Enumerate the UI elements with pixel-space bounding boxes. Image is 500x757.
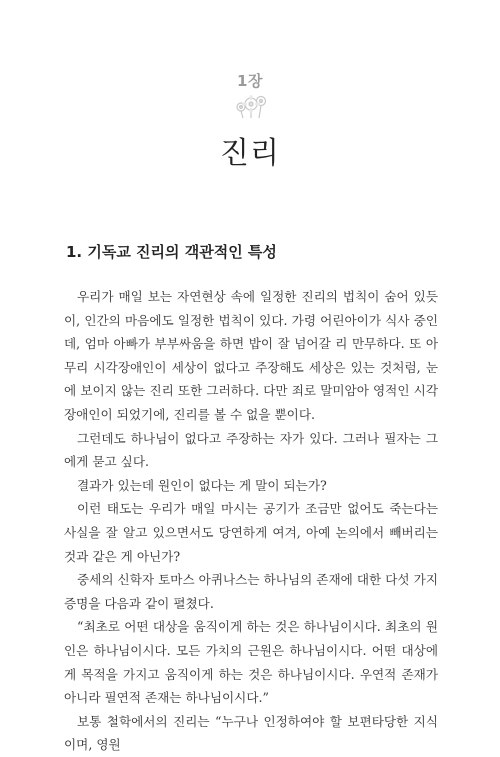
paragraph: 이런 태도는 우리가 매일 마시는 공기가 조금만 없어도 죽는다는 사실을 잘 알고 있으면서도 당연하게 여겨, 아예 논의에서 빼버리는 것과 같은 게 아닌가? (64, 501, 438, 564)
paragraph: 결과가 있는데 원인이 없다는 게 말이 되는가? (77, 477, 327, 493)
section-heading: 1. 기독교 진리의 객관적인 특성 (66, 243, 277, 261)
chapter-number: 1장 (237, 72, 263, 90)
flower-cluster-icon (229, 93, 273, 119)
body-text (64, 285, 438, 757)
chapter-title: 진리 (220, 136, 280, 171)
paragraph: 보통 철학에서의 진리는 “누구나 인정하여야 할 보편타당한 지식이며, 영원 (64, 713, 438, 753)
paragraph: 우리가 매일 보는 자연현상 속에 일정한 진리의 법칙이 숨어 있듯이, 인간의 마음에도 일정한 법칙이 있다. 가령 어린아이가 식사 중인데, 엄마 아빠가 부부싸움을 하면 밥이 잘 넘어갈 리 만무하다. 또 아무리 시각장애인이 세상이 없다고 주장해도 세상은 있는 것처럼, 눈에 보이지 않는 진리 또한 그러하다. 다만 죄로 말미암아 영적인 시각장애인이 되었기에, 진리를 볼 수 없을 뿐이다. (64, 289, 438, 422)
paragraph: “최초로 어떤 대상을 움직이게 하는 것은 하나님이시다. 최초의 원인은 하나님이시다. 모든 가치의 근원은 하나님이시다. 어떤 대상에게 목적을 가지고 움직이게 하는 것은 하나님이시다. 우연적 존재가 아니라 필연적 존재는 하나님이시다.” (64, 619, 438, 706)
paragraph: 그런데도 하나님이 없다고 주장하는 자가 있다. 그러나 필자는 그에게 묻고 싶다. (64, 430, 438, 470)
paragraph: 중세의 신학자 토마스 아퀴나스는 하나님의 존재에 대한 다섯 가지 증명을 다음과 같이 펼쳤다. (64, 572, 438, 611)
